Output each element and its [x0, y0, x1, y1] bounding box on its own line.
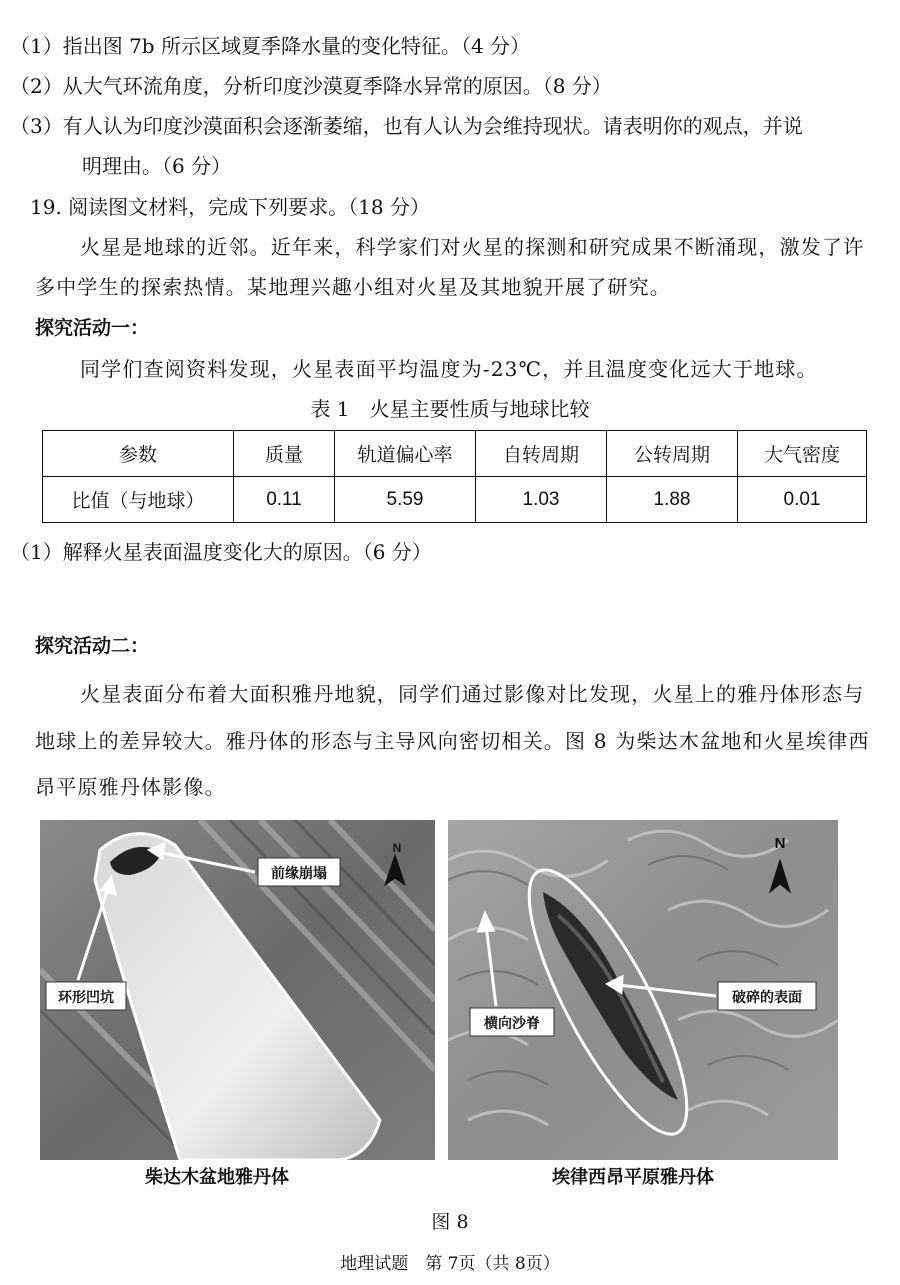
caption-right: 埃律西昂平原雅丹体	[552, 1167, 714, 1188]
table-header: 质量	[234, 431, 335, 477]
table-cell: 1.03	[476, 477, 607, 523]
activity2-heading: 探究活动二：	[35, 635, 150, 657]
activity2-text-2: 地球上的差异较大。雅丹体的形态与主导风向密切相关。图 8 为柴达木盆地和火星埃律西	[35, 729, 870, 753]
table-header: 公转周期	[607, 431, 738, 477]
table-title: 表 1 火星主要性质与地球比较	[310, 397, 590, 421]
q19-title: 19. 阅读图文材料，完成下列要求。（18 分）	[30, 195, 430, 219]
label-pit: 环形凹坑	[58, 990, 114, 1006]
qaidam-yardang-image	[40, 820, 435, 1160]
q19-intro-2: 多中学生的探索热情。某地理兴趣小组对火星及其地貌开展了研究。	[35, 275, 671, 299]
activity1-heading: 探究活动一：	[35, 317, 150, 339]
figure-title: 图 8	[431, 1211, 469, 1233]
table-cell: 1.88	[607, 477, 738, 523]
activity1-text: 同学们查阅资料发现，火星表面平均温度为-23℃，并且温度变化远大于地球。	[80, 357, 818, 381]
table-cell: 0.11	[234, 477, 335, 523]
question-2: （2）从大气环流角度，分析印度沙漠夏季降水异常的原因。（8 分）	[10, 74, 612, 98]
table-cell: 0.01	[738, 477, 867, 523]
activity2-text-3: 昂平原雅丹体影像。	[35, 775, 226, 799]
label-surface: 破碎的表面	[732, 990, 802, 1006]
table-header-row	[43, 431, 867, 477]
table-header: 大气密度	[738, 431, 867, 477]
question-1: （1）指出图 7b 所示区域夏季降水量的变化特征。（4 分）	[10, 34, 531, 58]
table-header: 自转周期	[476, 431, 607, 477]
table-header: 轨道偏心率	[335, 431, 476, 477]
table-row	[43, 477, 867, 523]
table-row-label: 比值（与地球）	[43, 477, 234, 523]
table-header: 参数	[43, 431, 234, 477]
caption-left: 柴达木盆地雅丹体	[145, 1167, 289, 1188]
activity2-text-1: 火星表面分布着大面积雅丹地貌，同学们通过影像对比发现，火星上的雅丹体形态与	[80, 682, 865, 706]
question-3-cont: 明理由。（6 分）	[82, 154, 232, 178]
question-3: （3）有人认为印度沙漠面积会逐渐萎缩，也有人认为会维持现状。请表明你的观点，并说	[10, 114, 803, 138]
page-footer: 地理试题 第 7页（共 8页）	[340, 1254, 560, 1274]
activity1-question: （1）解释火星表面温度变化大的原因。（6 分）	[10, 540, 432, 564]
q19-intro-1: 火星是地球的近邻。近年来，科学家们对火星的探测和研究成果不断涌现，激发了许	[80, 235, 865, 259]
north-label-right: N	[774, 835, 786, 852]
elysium-yardang-image	[448, 820, 838, 1160]
label-ridge: 横向沙脊	[484, 1016, 540, 1032]
table-cell: 5.59	[335, 477, 476, 523]
mars-earth-table	[42, 430, 867, 523]
label-collapse: 前缘崩塌	[271, 866, 327, 882]
north-label-left: N	[392, 841, 402, 855]
